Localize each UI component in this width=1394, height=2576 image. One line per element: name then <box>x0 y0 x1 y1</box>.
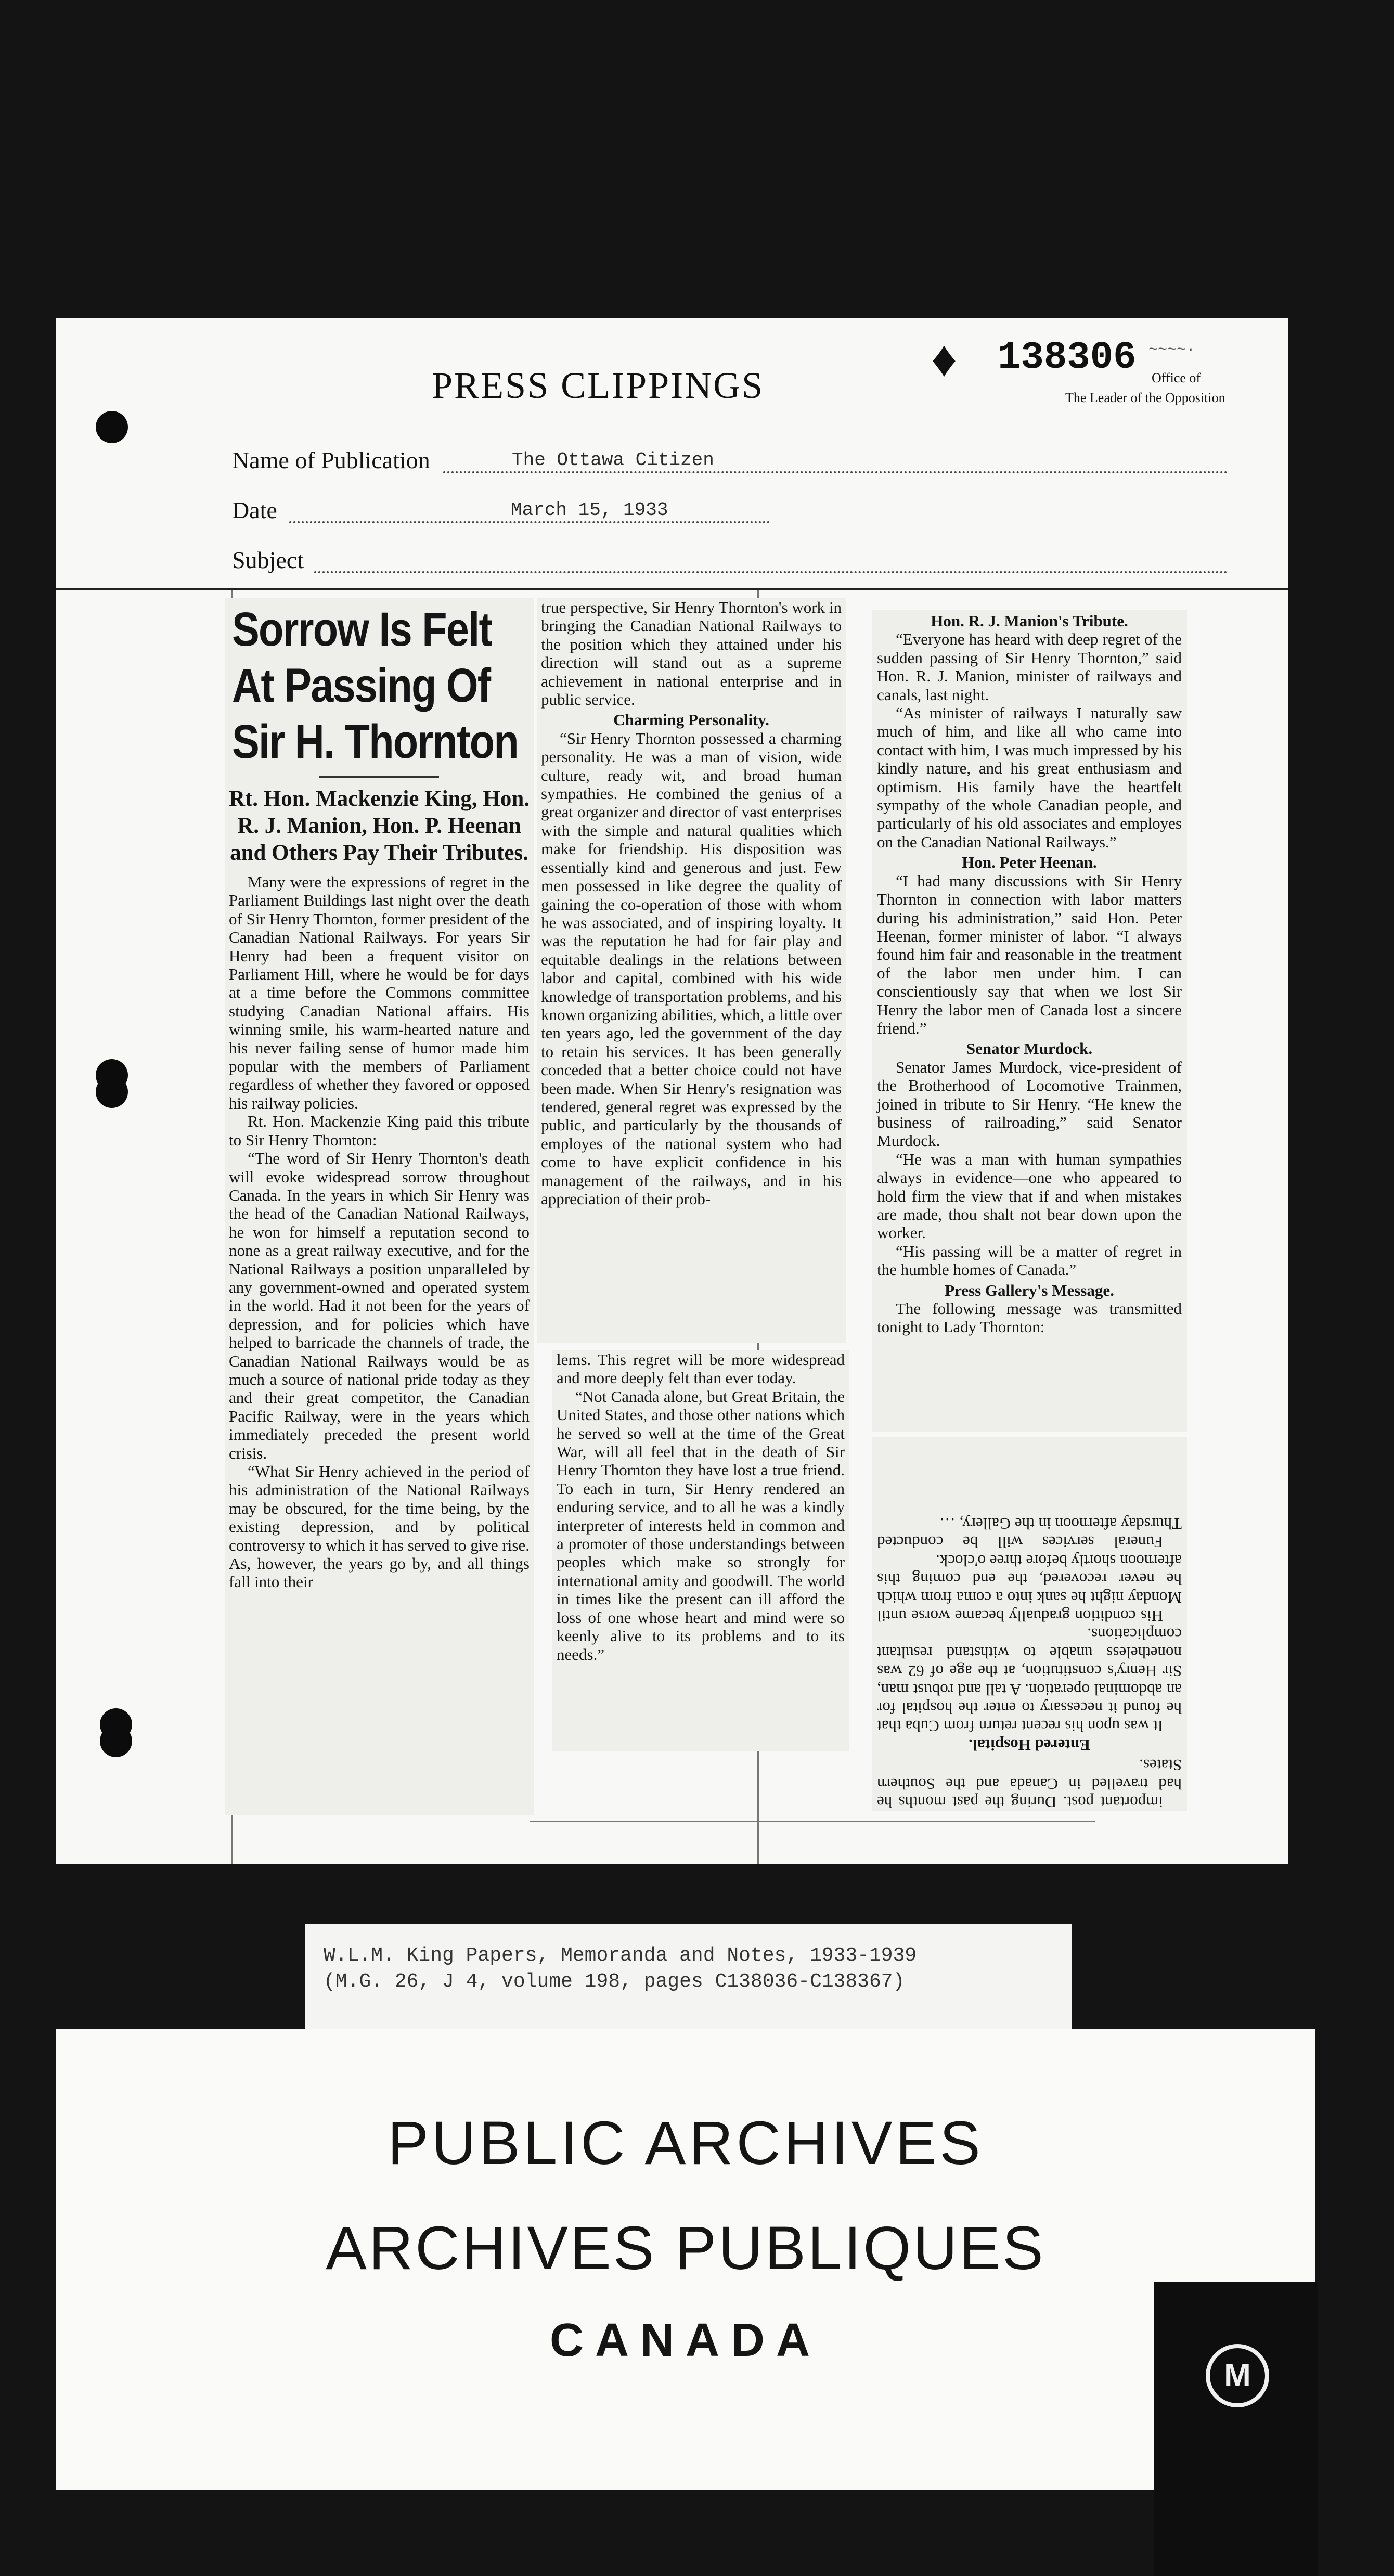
office-name: The Leader of the Opposition <box>1065 390 1225 405</box>
headline-line: Sorrow Is Felt <box>232 603 492 656</box>
paragraph: Rt. Hon. Mackenzie King paid this tribute to Sir Henry Thornton: <box>229 1112 530 1149</box>
paragraph: Many were the expressions of regret in the Parliament Buildings last night over the death of Sir Henry Thornton, former president of the Canadian National Railways. For years Sir Henry had been a frequent visitor on Parliament Hill, where he would be for days at a time before the Commons committee studying Canadian National affairs. His winning smile, his warm-hearted nature and his never failing sense of humor made him popular with the members of Parliament regardless of whether they favored or opposed his railway policies. <box>229 873 530 1112</box>
archive-ref-line: (M.G. 26, J 4, volume 198, pages C138036-C138367) <box>324 1970 905 1993</box>
paragraph: Funeral services will be conducted Thursday afternoon in the Gallery, … <box>877 1514 1182 1552</box>
punch-hole <box>96 411 128 443</box>
section-heading: Entered Hospital. <box>969 1735 1090 1754</box>
paragraph: “The word of Sir Henry Thornton's death will evoke widespread sorrow throughout Canada. In the years in which Sir Henry was the head of the Canadian National Railways, he won for himself a reputation second to none as a great railway executive, and for the National Railways a position unparalleled by any government-owned and operated system in the world. Had it not been for the years of depression, and for policies which have helped to barricade the channels of trade, the Canadian National Railways would be as much a source of national pride today as they and their great competitor, the Canadian Pacific Railway, were in the years which immediately preceded the present world crisis. <box>229 1149 530 1462</box>
subject-label: Subject <box>232 547 304 573</box>
date-label: Date <box>232 497 277 523</box>
publication-line <box>443 471 1228 473</box>
paragraph: His condition gradually became worse until Monday night he sank into a coma from which he never recovered, the end coming this afternoon shortly before three o'clock. <box>877 1551 1182 1625</box>
paragraph: “Sir Henry Thornton possessed a charming personality. He was a man of vision, wide culture, ready wit, and broad human sympathies. He combined the genius of a great organizer and director of vast enterprises with the simple and natural qualities which make for friendship. His disposition was essentially kind and generous and just. Few men possessed in like degree the quality of gaining the co-operation of those with whom he was associated, and of inspiring loyalty. It was the reputation he had for fair play and equitable dealings in the relations between labor and capital, combined with his wide knowledge of transportation problems, and his known organizing abilities, which, a little over ten years ago, led the government of the day to retain his services. It has been generally conceded that a better choice could not have been made. When Sir Henry's resignation was tendered, general regret was expressed by the public, and particularly by the thousands of employes of the national system who had come to have explicit confidence in his management of the railways, and in his appreciation of their prob- <box>541 729 842 1208</box>
paragraph: lems. This regret will be more widespread and more deeply felt than ever today. <box>557 1350 845 1387</box>
article-headline <box>232 601 518 770</box>
paragraph: important post. During the past months he had travelled in Canada and the Southern States. <box>877 1756 1182 1811</box>
article-subhead: Rt. Hon. Mackenzie King, Hon. R. J. Manion, Hon. P. Heenan and Others Pay Their Tributes. <box>228 787 530 865</box>
paragraph: “What Sir Henry achieved in the period of his administration of the National Railways may be obscured, for the time being, by the existing depression, and by political controversy to which it has served to give rise. As, however, the years go by, and all things fall into their <box>229 1462 530 1591</box>
paragraph: “His passing will be a matter of regret in the humble homes of Canada.” <box>877 1242 1182 1279</box>
header-rule <box>56 588 1288 590</box>
publication-label: Name of Publication <box>232 447 430 473</box>
paragraph: “Everyone has heard with deep regret of the sudden passing of Sir Henry Thornton,” said Hon. R. J. Manion, minister of railways and canals, last night. <box>877 630 1182 704</box>
article-column-1 <box>225 598 534 1815</box>
punch-hole <box>96 1076 128 1108</box>
subject-line <box>314 571 1228 573</box>
headline-line: At Passing Of <box>232 659 491 712</box>
section-heading: Hon. Peter Heenan. <box>962 853 1097 872</box>
stamp-mark: ~~~~· <box>1148 341 1196 359</box>
headline-line: Sir H. Thornton <box>232 715 518 768</box>
article-column-2-continued <box>552 1350 849 1751</box>
office-label: Office of <box>1152 370 1201 385</box>
page-title: PRESS CLIPPINGS <box>432 365 765 406</box>
paragraph: true perspective, Sir Henry Thornton's work in bringing the Canadian National Railways to the position which they attained under his direction will stand out as a supreme achievement in national enterprise and in public service. <box>541 598 842 709</box>
publication-value: The Ottawa Citizen <box>512 449 714 471</box>
archive-title-en: PUBLIC ARCHIVES <box>388 2109 984 2178</box>
paragraph: “Not Canada alone, but Great Britain, the United States, and those other nations which he served so well at the time of the Great War, will all feel that in the death of Sir Henry Thornton they have lost a true friend. To each in turn, Sir Henry rendered an enduring service, and to all he was a kindly interpreter of interests held in common and a promoter of those understandings between peoples which make so strongly for international amity and goodwill. The world in times like the present can ill afford the loss of one whose heart and mind were so keenly alive to its problems and to its needs.” <box>557 1387 845 1664</box>
date-line <box>289 521 770 523</box>
paragraph: It was upon his recent return from Cuba that he found it necessary to enter the hospital for an abdominal operation. A tall and robust man, Sir Henry's constitution, at the age of 62 was nonetheless unable to withstand resultant complications. <box>877 1625 1182 1736</box>
section-heading: Press Gallery's Message. <box>945 1281 1114 1299</box>
upside-down-clipping <box>872 1437 1187 1811</box>
archive-ref-line: W.L.M. King Papers, Memoranda and Notes, 1933-1939 <box>324 1944 917 1967</box>
section-heading: Senator Murdock. <box>966 1039 1093 1058</box>
paragraph: “He was a man with human sympathies always in evidence—one who appeared to hold firm the view that if and when mistakes are made, thou shalt not bear down upon the worker. <box>877 1150 1182 1242</box>
column-rule <box>530 1821 1095 1822</box>
stamp-blot-icon: ♦ <box>931 331 958 388</box>
paragraph: The following message was transmitted tonight to Lady Thornton: <box>877 1299 1182 1336</box>
paragraph: “As minister of railways I naturally saw much of him, and like all who came into contact with him, I was much impressed by his kindly nature, and his great enthusiasm and optimism. His family have the heartfelt sympathy of the whole Canadian people, and particularly of his old associates and employes on the Canadian National Railways.” <box>877 704 1182 851</box>
article-column-2 <box>537 598 846 1343</box>
paragraph: Senator James Murdock, vice-president of the Brotherhood of Locomotive Trainmen, joined in tribute to Sir Henry. “He knew the business of railroading,” said Senator Murdock. <box>877 1058 1182 1150</box>
section-heading: Hon. R. J. Manion's Tribute. <box>931 612 1128 630</box>
archive-title-fr: ARCHIVES PUBLIQUES <box>326 2214 1046 2283</box>
stamp-number: 138306 <box>998 336 1137 380</box>
paragraph: “I had many discussions with Sir Henry Thornton in connection with labor matters during his administration,” said Hon. Peter Heenan, former minister of labor. “I always found him fair and reasonable in the treatment of the labor men under him. I can conscientiously say that when we lost Sir Henry the labor men of Canada lost a sincere friend.” <box>877 871 1182 1037</box>
headline-divider <box>319 776 439 778</box>
article-column-3 <box>872 610 1187 1432</box>
date-value: March 15, 1933 <box>511 499 668 521</box>
archives-logo-icon: M <box>1206 2344 1269 2407</box>
section-heading: Charming Personality. <box>613 711 769 729</box>
archive-country: CANADA <box>550 2314 821 2366</box>
logo-panel <box>1154 2282 1318 2576</box>
punch-hole <box>100 1725 132 1757</box>
